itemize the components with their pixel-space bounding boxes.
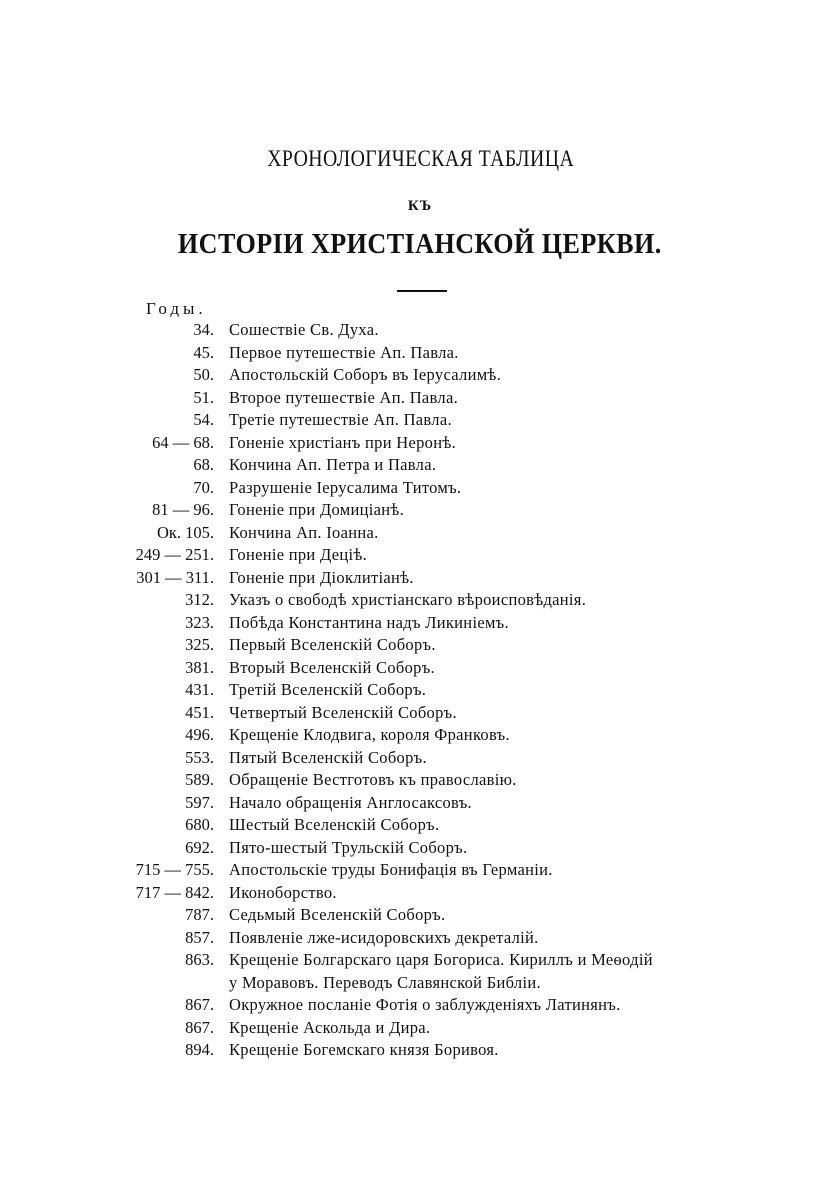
- chronology-entry: [0, 679, 840, 702]
- entry-event: Появленіе лже-исидоровскихъ декреталій.: [229, 927, 539, 947]
- entry-event: Разрушеніе Іерусалима Титомъ.: [229, 477, 462, 497]
- entry-event: Кончина Ап. Петра и Павла.: [229, 455, 437, 474]
- entry-event: Гоненіе при Діоклитіанѣ.: [229, 567, 414, 587]
- chronology-entry: [0, 1017, 840, 1040]
- years-column-header: Годы.: [146, 299, 207, 318]
- title-divider: [397, 290, 447, 292]
- chronology-entry: [0, 859, 840, 882]
- chronology-entry: [0, 544, 840, 567]
- entry-event: Пято-шестый Трульскій Соборъ.: [229, 837, 468, 857]
- chronology-entry: [0, 792, 840, 815]
- entry-event: Вторый Вселенскій Соборъ.: [229, 657, 435, 677]
- entry-year: 70.: [193, 477, 214, 497]
- entry-event: Кончина Ап. Іоанна.: [229, 522, 379, 542]
- entry-event: Крещеніе Клодвига, короля Франковъ.: [229, 725, 510, 744]
- entry-event: Побѣда Константина надъ Ликиніемъ.: [229, 612, 509, 632]
- page-title: ХРОНОЛОГИЧЕСКАЯ ТАБЛИЦА: [267, 146, 575, 171]
- chronology-entry: [0, 522, 840, 545]
- entry-year: 692.: [185, 837, 214, 857]
- entry-year: 51.: [193, 387, 214, 407]
- entry-event: Четвертый Вселенскій Соборъ.: [229, 702, 457, 722]
- entry-event: Гоненіе христіанъ при Неронѣ.: [229, 432, 457, 452]
- entry-year: 301 — 311.: [136, 567, 214, 587]
- entry-year: 325.: [185, 635, 214, 654]
- chronology-entry: [0, 319, 840, 342]
- entry-event: Указъ о свободѣ христіанскаго вѣроисповѣданія.: [229, 590, 587, 609]
- entry-year: 64 — 68.: [152, 432, 214, 452]
- entry-event: Апостольскій Соборъ въ Іерусалимѣ.: [229, 365, 502, 384]
- entry-year: 68.: [193, 455, 214, 474]
- chronology-entry: [0, 657, 840, 680]
- chronology-entry: [0, 882, 840, 905]
- entry-event: Гоненіе при Домиціанѣ.: [229, 500, 405, 519]
- entry-event: Окружное посланіе Фотія о заблужденіяхъ Латинянъ.: [229, 995, 621, 1014]
- chronology-entry: [0, 612, 840, 635]
- entry-year: 867.: [185, 1017, 214, 1037]
- chronology-entry: [0, 387, 840, 410]
- chronology-entry: [0, 1039, 840, 1062]
- chronology-entry: [0, 567, 840, 590]
- chronology-entry: [0, 342, 840, 365]
- entry-event: Третіе путешествіе Ап. Павла.: [229, 410, 452, 429]
- entry-year: 81 — 96.: [152, 500, 214, 519]
- chronology-entry: [0, 634, 840, 657]
- entry-event: Крещеніе Богемскаго князя Боривоя.: [229, 1040, 499, 1059]
- entry-year: 312.: [185, 590, 214, 609]
- chronology-entry: [0, 927, 840, 950]
- chronology-entry: [0, 837, 840, 860]
- chronology-entry: [0, 904, 840, 927]
- entry-event: Крещеніе Аскольда и Дира.: [229, 1017, 431, 1037]
- chronology-entry: [0, 477, 840, 500]
- chronology-entry: [0, 747, 840, 770]
- entry-year: 680.: [185, 815, 214, 834]
- entry-year: 894.: [185, 1040, 214, 1059]
- entry-year: 787.: [185, 905, 214, 924]
- entry-year: 45.: [193, 342, 214, 362]
- entry-event: Второе путешествіе Ап. Павла.: [229, 387, 459, 407]
- entry-event: Пятый Вселенскій Соборъ.: [229, 747, 427, 767]
- chronology-entry: [0, 702, 840, 725]
- entry-event: Начало обращенія Англосаксовъ.: [229, 792, 472, 812]
- chronology-entry: [0, 814, 840, 837]
- entry-year: 589.: [185, 770, 214, 789]
- entry-year: 863.: [185, 950, 214, 969]
- entry-event: Седьмый Вселенскій Соборъ.: [229, 905, 446, 924]
- chronology-entry: [0, 499, 840, 522]
- entry-event: Первый Вселенскій Соборъ.: [229, 635, 436, 654]
- entry-year: 715 — 755.: [135, 860, 214, 879]
- entry-event: Сошествіе Св. Духа.: [229, 320, 379, 339]
- title-connector: КЪ: [407, 198, 433, 214]
- entry-event: Третій Вселенскій Соборъ.: [229, 680, 427, 699]
- entry-year: 54.: [193, 410, 214, 429]
- entry-year: 381.: [185, 657, 214, 677]
- chronology-entry: [0, 364, 840, 387]
- entry-event: Шестый Вселенскій Соборъ.: [229, 815, 440, 834]
- entry-year: 717 — 842.: [135, 882, 214, 902]
- page-subtitle: ИСТОРІИ ХРИСТІАНСКОЙ ЦЕРКВИ.: [177, 228, 662, 260]
- entry-year: 249 — 251.: [135, 545, 214, 564]
- entry-year: 553.: [185, 747, 214, 767]
- entry-event: Гоненіе при Деціѣ.: [229, 545, 368, 564]
- entry-event: Обращеніе Вестготовъ къ православію.: [229, 770, 517, 789]
- chronology-entry: [0, 724, 840, 747]
- entry-year: 867.: [185, 995, 214, 1014]
- entry-year: 857.: [185, 927, 214, 947]
- chronology-entry: [0, 454, 840, 477]
- entry-event: Крещеніе Болгарскаго царя Богориса. Кириллъ и Меѳодій у Моравовъ. Переводъ Славянской Библіи.: [229, 950, 653, 992]
- chronology-entry: [0, 994, 840, 1017]
- entry-year: 50.: [193, 365, 214, 384]
- entry-year: 496.: [185, 725, 214, 744]
- chronology-entry: [0, 769, 840, 792]
- entry-event: Апостольскіе труды Бонифація въ Германіи.: [229, 860, 553, 879]
- chronology-entry: [0, 409, 840, 432]
- entry-event: Иконоборство.: [229, 882, 337, 902]
- chronology-entry: [0, 432, 840, 455]
- entry-year: 431.: [185, 680, 214, 699]
- entry-year: 323.: [185, 612, 214, 632]
- chronology-entry: [0, 949, 840, 994]
- entry-year: Ок. 105.: [156, 522, 214, 542]
- chronology-list: [0, 319, 840, 1062]
- entry-year: 597.: [185, 792, 214, 812]
- entry-year: 451.: [185, 702, 214, 722]
- entry-year: 34.: [193, 320, 214, 339]
- entry-event: Первое путешествіе Ап. Павла.: [229, 342, 459, 362]
- chronology-entry: [0, 589, 840, 612]
